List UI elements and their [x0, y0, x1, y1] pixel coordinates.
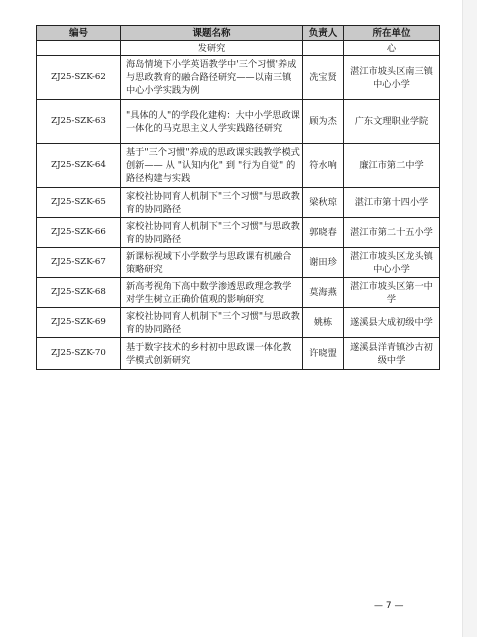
row-code: ZJ25-SZK-68: [37, 278, 121, 308]
header-leader: 负责人: [303, 26, 344, 41]
row-title: 基于"三个习惯"养成的思政课实践教学模式创新—— 从 "认知内化" 到 "行为自觉" 的路径构建与实践: [121, 144, 303, 188]
row-code: ZJ25-SZK-65: [37, 188, 121, 218]
table-row: [37, 248, 440, 278]
table-row: [37, 218, 440, 248]
table-row: [37, 308, 440, 338]
row-leader: 谢田珍: [303, 248, 344, 278]
row-code: ZJ25-SZK-62: [37, 56, 121, 100]
row-title: 基于数字技术的乡村初中思政课一体化教学模式创新研究: [121, 338, 303, 370]
row-unit: 遂溪县大成初级中学: [344, 308, 440, 338]
page-number: — 7 —: [374, 601, 404, 611]
continuation-unit: 心: [344, 41, 440, 56]
project-table: [36, 25, 440, 370]
row-unit: 湛江市第十四小学: [344, 188, 440, 218]
continuation-title: 发研究: [121, 41, 303, 56]
row-leader: 冼宝贤: [303, 56, 344, 100]
row-title: 海岛情境下小学英语教学中'三个习惯'养成与思政教育的融合路径研究——以南三镇中心小学实践为例: [121, 56, 303, 100]
header-title: 课题名称: [121, 26, 303, 41]
row-title: 新课标视域下小学数学与思政课有机融合策略研究: [121, 248, 303, 278]
table-row: [37, 338, 440, 370]
table-row: [37, 144, 440, 188]
row-leader: 郭晓春: [303, 218, 344, 248]
row-code: ZJ25-SZK-69: [37, 308, 121, 338]
row-leader: 许晓盟: [303, 338, 344, 370]
continuation-row: [37, 41, 440, 56]
row-code: ZJ25-SZK-70: [37, 338, 121, 370]
row-unit: 湛江市坡头区第一中学: [344, 278, 440, 308]
row-code: ZJ25-SZK-67: [37, 248, 121, 278]
row-title: 家校社协同育人机制下"三个习惯"与思政教育的协同路径: [121, 188, 303, 218]
row-unit: 广东文理职业学院: [344, 100, 440, 144]
row-unit: 廉江市第二中学: [344, 144, 440, 188]
table-row: [37, 188, 440, 218]
page-edge: [462, 0, 477, 637]
row-code: ZJ25-SZK-66: [37, 218, 121, 248]
table-row: [37, 56, 440, 100]
row-leader: 姚栋: [303, 308, 344, 338]
table-row: [37, 278, 440, 308]
row-unit: 遂溪县洋青镇沙古初级中学: [344, 338, 440, 370]
continuation-code: [37, 41, 121, 56]
row-code: ZJ25-SZK-63: [37, 100, 121, 144]
row-leader: 莫海燕: [303, 278, 344, 308]
row-unit: 湛江市坡头区南三镇中心小学: [344, 56, 440, 100]
header-unit: 所在单位: [344, 26, 440, 41]
row-unit: 湛江市第二十五小学: [344, 218, 440, 248]
table-row: [37, 100, 440, 144]
row-unit: 湛江市坡头区龙头镇中心小学: [344, 248, 440, 278]
row-title: "具体的人"的学段化建构：大中小学思政课一体化的马克思主义人学实践路径研究: [121, 100, 303, 144]
row-leader: 符水响: [303, 144, 344, 188]
row-leader: 顾为杰: [303, 100, 344, 144]
row-title: 新高考视角下高中数学渗透思政理念教学对学生树立正确价值观的影响研究: [121, 278, 303, 308]
row-title: 家校社协同育人机制下"三个习惯"与思政教育的协同路径: [121, 218, 303, 248]
continuation-leader: [303, 41, 344, 56]
row-code: ZJ25-SZK-64: [37, 144, 121, 188]
header-code: 编号: [37, 26, 121, 41]
row-title: 家校社协同育人机制下"三个习惯"与思政教育的协同路径: [121, 308, 303, 338]
table-header-row: [37, 26, 440, 41]
row-leader: 梁秋琼: [303, 188, 344, 218]
